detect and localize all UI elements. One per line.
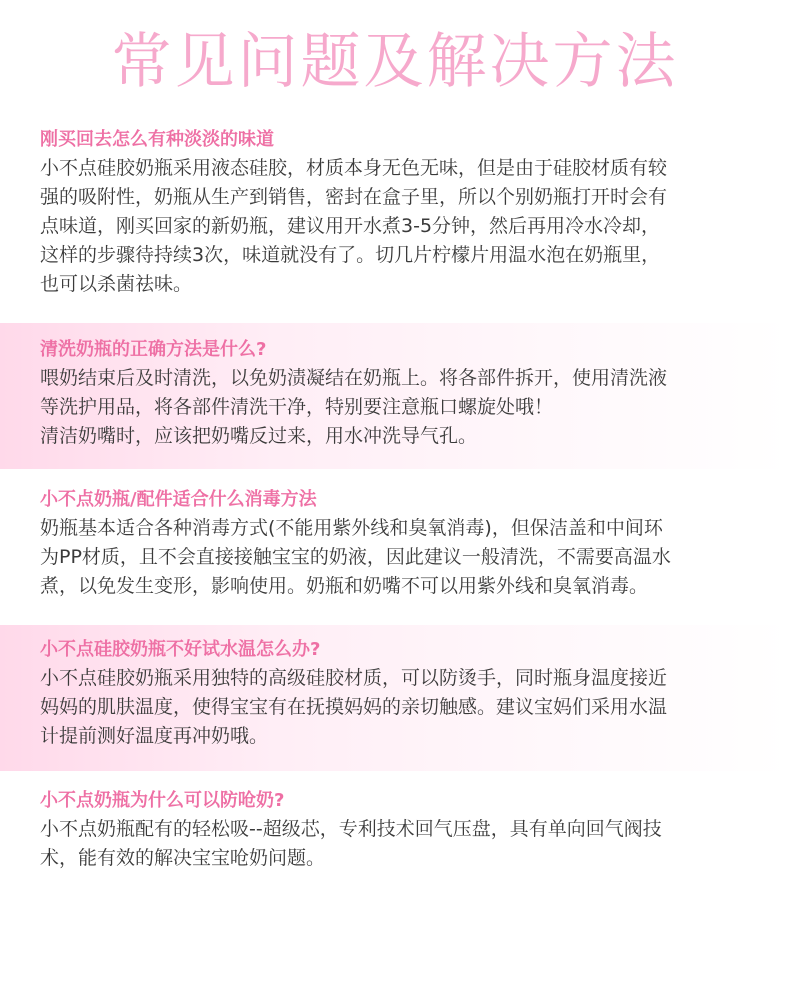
faq-answer [40, 664, 750, 751]
answer-line: 清洁奶嘴时，应该把奶嘴反过来，用水冲洗导气孔。 [40, 425, 478, 447]
faq-question: 小不点奶瓶/配件适合什么消毒方法 [40, 489, 317, 510]
answer-line: 奶瓶基本适合各种消毒方式(不能用紫外线和臭氧消毒)，但保洁盖和中间环 [40, 517, 663, 539]
faq-section-disinfection [0, 478, 790, 618]
faq-answer [40, 514, 750, 601]
faq-section-odor [0, 122, 790, 312]
faq-section-anti-choke [0, 777, 790, 887]
answer-line: 喂奶结束后及时清洗，以免奶渍凝结在奶瓶上。将各部件拆开，使用清洗液 [40, 367, 668, 389]
answer-line: 煮，以免发生变形，影响使用。奶瓶和奶嘴不可以用紫外线和臭氧消毒。 [40, 575, 649, 597]
faq-question: 小不点硅胶奶瓶不好试水温怎么办? [40, 639, 321, 660]
answer-line: 为PP材质，且不会直接接触宝宝的奶液，因此建议一般清洗，不需要高温水 [40, 546, 671, 568]
answer-line: 等洗护用品，将各部件清洗干净，特别要注意瓶口螺旋处哦！ [40, 396, 554, 418]
faq-answer [40, 364, 750, 451]
answer-line: 计提前测好温度再冲奶哦。 [40, 725, 269, 747]
page-title: 常见问题及解决方法 [111, 27, 679, 97]
answer-line: 强的吸附性，奶瓶从生产到销售，密封在盒子里，所以个别奶瓶打开时会有 [40, 186, 668, 208]
faq-answer [40, 154, 750, 299]
faq-section-water-temp [0, 625, 790, 771]
answer-line: 小不点硅胶奶瓶采用独特的高级硅胶材质，可以防烫手，同时瓶身温度接近 [40, 667, 668, 689]
answer-line: 小不点硅胶奶瓶采用液态硅胶，材质本身无色无味，但是由于硅胶材质有较 [40, 157, 668, 179]
answer-line: 这样的步骤待持续3次，味道就没有了。切几片柠檬片用温水泡在奶瓶里， [40, 244, 661, 266]
faq-answer [40, 815, 750, 873]
faq-section-cleaning [0, 323, 790, 469]
faq-question: 清洗奶瓶的正确方法是什么? [40, 339, 267, 360]
faq-question: 小不点奶瓶为什么可以防呛奶? [40, 790, 285, 811]
answer-line: 也可以杀菌祛味。 [40, 273, 193, 295]
answer-line: 小不点奶瓶配有的轻松吸--超级芯，专利技术回气压盘，具有单向回气阀技 [40, 818, 662, 840]
answer-line: 点味道，刚买回家的新奶瓶，建议用开水煮3-5分钟，然后再用冷水冷却， [40, 215, 661, 237]
faq-question: 刚买回去怎么有种淡淡的味道 [40, 129, 274, 150]
answer-line: 术，能有效的解决宝宝呛奶问题。 [40, 847, 326, 869]
answer-line: 妈妈的肌肤温度，使得宝宝有在抚摸妈妈的亲切触感。建议宝妈们采用水温 [40, 696, 668, 718]
